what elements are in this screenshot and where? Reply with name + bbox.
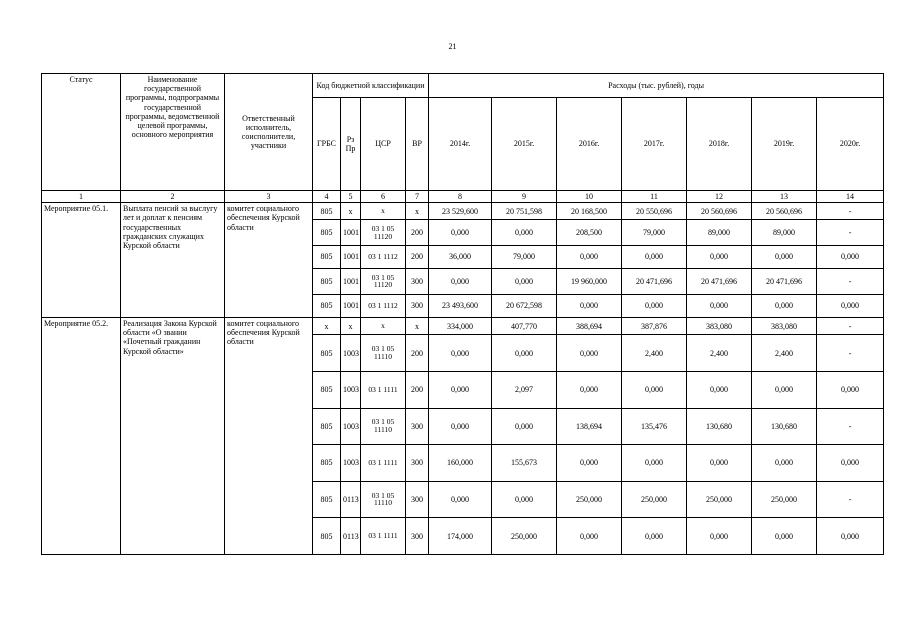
value-cell: - (817, 408, 884, 445)
column-number: 1 (42, 191, 121, 203)
header-budget-code: Код бюджетной классификации (313, 74, 429, 98)
header-vr: ВР (406, 98, 429, 191)
column-number: 6 (361, 191, 406, 203)
value-cell: - (817, 318, 884, 335)
value-cell: 20 550,696 (622, 203, 687, 220)
vr-cell: 300 (406, 408, 429, 445)
value-cell: 0,000 (557, 371, 622, 408)
vr-cell: 200 (406, 371, 429, 408)
value-cell: 0,000 (752, 294, 817, 317)
value-cell: - (817, 220, 884, 245)
value-cell: 0,000 (622, 445, 687, 482)
value-cell: 20 560,696 (752, 203, 817, 220)
value-cell: 334,000 (429, 318, 492, 335)
value-cell: 36,000 (429, 245, 492, 268)
header-rzpr: Рз Пр (341, 98, 361, 191)
csr-cell: 03 1 1112 (361, 294, 406, 317)
value-cell: 0,000 (687, 371, 752, 408)
rzpr-cell: 1001 (341, 220, 361, 245)
value-cell: 0,000 (429, 220, 492, 245)
grbs-cell: 805 (313, 518, 341, 555)
status-cell: Мероприятие 05.1. (42, 203, 121, 318)
value-cell: 383,080 (752, 318, 817, 335)
value-cell: - (817, 481, 884, 518)
value-cell: 250,000 (557, 481, 622, 518)
value-cell: 20 168,500 (557, 203, 622, 220)
value-cell: 138,694 (557, 408, 622, 445)
vr-cell: 300 (406, 518, 429, 555)
rzpr-cell: х (341, 318, 361, 335)
value-cell: 387,876 (622, 318, 687, 335)
rzpr-cell: 0113 (341, 481, 361, 518)
grbs-cell: 805 (313, 245, 341, 268)
budget-table (41, 73, 884, 555)
header-csr: ЦСР (361, 98, 406, 191)
rzpr-cell: 1003 (341, 408, 361, 445)
column-number: 12 (687, 191, 752, 203)
value-cell: 0,000 (687, 445, 752, 482)
rzpr-cell: 1003 (341, 445, 361, 482)
value-cell: 20 471,696 (687, 269, 752, 294)
value-cell: 155,673 (492, 445, 557, 482)
grbs-cell: 805 (313, 408, 341, 445)
value-cell: 20 560,696 (687, 203, 752, 220)
value-cell: 0,000 (817, 518, 884, 555)
column-number: 7 (406, 191, 429, 203)
responsible-cell: комитет социального обеспечения Курской области (225, 318, 313, 555)
rzpr-cell: х (341, 203, 361, 220)
value-cell: 0,000 (817, 445, 884, 482)
column-number-row (42, 191, 884, 203)
table-row (42, 203, 884, 220)
value-cell: 79,000 (622, 220, 687, 245)
value-cell: 0,000 (622, 245, 687, 268)
value-cell: 2,097 (492, 371, 557, 408)
csr-cell: х (361, 318, 406, 335)
header-name: Наименование государственной программы, подпрограммы государственной программы, ведомственной целевой программы, основного мероприятия (121, 74, 225, 191)
value-cell: 0,000 (429, 408, 492, 445)
status-cell: Мероприятие 05.2. (42, 318, 121, 555)
value-cell: 0,000 (492, 220, 557, 245)
column-number: 9 (492, 191, 557, 203)
value-cell: 0,000 (752, 445, 817, 482)
csr-cell: 03 1 05 11110 (361, 408, 406, 445)
csr-cell: 03 1 1111 (361, 518, 406, 555)
value-cell: 0,000 (429, 481, 492, 518)
vr-cell: 300 (406, 294, 429, 317)
header-year: 2018г. (687, 98, 752, 191)
value-cell: 135,476 (622, 408, 687, 445)
rzpr-cell: 1003 (341, 371, 361, 408)
value-cell: 20 672,598 (492, 294, 557, 317)
value-cell: 208,500 (557, 220, 622, 245)
column-number: 5 (341, 191, 361, 203)
value-cell: 174,000 (429, 518, 492, 555)
vr-cell: 200 (406, 220, 429, 245)
header-year: 2014г. (429, 98, 492, 191)
csr-cell: х (361, 203, 406, 220)
header-year: 2017г. (622, 98, 687, 191)
value-cell: - (817, 203, 884, 220)
grbs-cell: 805 (313, 203, 341, 220)
value-cell: 23 529,600 (429, 203, 492, 220)
rzpr-cell: 1003 (341, 335, 361, 372)
header-year: 2019г. (752, 98, 817, 191)
value-cell: 0,000 (557, 335, 622, 372)
column-number: 2 (121, 191, 225, 203)
grbs-cell: 805 (313, 294, 341, 317)
value-cell: 0,000 (492, 481, 557, 518)
grbs-cell: 805 (313, 371, 341, 408)
page-number: 21 (448, 42, 457, 51)
column-number: 13 (752, 191, 817, 203)
vr-cell: 200 (406, 335, 429, 372)
value-cell: 23 493,600 (429, 294, 492, 317)
value-cell: 0,000 (429, 371, 492, 408)
column-number: 14 (817, 191, 884, 203)
value-cell: 19 960,000 (557, 269, 622, 294)
value-cell: 79,000 (492, 245, 557, 268)
table-body (42, 203, 884, 555)
column-number: 8 (429, 191, 492, 203)
rzpr-cell: 1001 (341, 294, 361, 317)
value-cell: - (817, 335, 884, 372)
value-cell: 89,000 (687, 220, 752, 245)
header-responsible: Ответственный исполнитель, соисполнители, участники (225, 74, 313, 191)
value-cell: - (817, 269, 884, 294)
value-cell: 0,000 (687, 518, 752, 555)
value-cell: 0,000 (557, 245, 622, 268)
csr-cell: 03 1 05 11110 (361, 481, 406, 518)
csr-cell: 03 1 05 11120 (361, 220, 406, 245)
vr-cell: 300 (406, 269, 429, 294)
column-number: 4 (313, 191, 341, 203)
header-grbs: ГРБС (313, 98, 341, 191)
value-cell: 0,000 (557, 294, 622, 317)
grbs-cell: 805 (313, 269, 341, 294)
csr-cell: 03 1 05 11110 (361, 335, 406, 372)
column-number: 11 (622, 191, 687, 203)
rzpr-cell: 0113 (341, 518, 361, 555)
grbs-cell: 805 (313, 481, 341, 518)
value-cell: 20 471,696 (752, 269, 817, 294)
value-cell: 0,000 (557, 518, 622, 555)
value-cell: 2,400 (622, 335, 687, 372)
value-cell: 250,000 (752, 481, 817, 518)
value-cell: 0,000 (492, 335, 557, 372)
value-cell: 0,000 (752, 371, 817, 408)
value-cell: 20 471,696 (622, 269, 687, 294)
header-expenses: Расходы (тыс. рублей), годы (429, 74, 884, 98)
rzpr-cell: 1001 (341, 269, 361, 294)
column-number: 3 (225, 191, 313, 203)
value-cell: 0,000 (622, 294, 687, 317)
header-year: 2016г. (557, 98, 622, 191)
header-year: 2020г. (817, 98, 884, 191)
table-row (42, 318, 884, 335)
vr-cell: 200 (406, 245, 429, 268)
value-cell: 250,000 (622, 481, 687, 518)
csr-cell: 03 1 05 11120 (361, 269, 406, 294)
header-status: Статус (42, 74, 121, 191)
program-name-cell: Выплата пенсий за выслугу лет и доплат к пенсиям государственных гражданских служащих Курской области (121, 203, 225, 318)
vr-cell: 300 (406, 445, 429, 482)
value-cell: 2,400 (687, 335, 752, 372)
responsible-cell: комитет социального обеспечения Курской области (225, 203, 313, 318)
vr-cell: 300 (406, 481, 429, 518)
vr-cell: х (406, 203, 429, 220)
value-cell: 0,000 (429, 269, 492, 294)
program-name-cell: Реализация Закона Курской области «О звании «Почетный гражданин Курской области» (121, 318, 225, 555)
grbs-cell: х (313, 318, 341, 335)
value-cell: 0,000 (687, 245, 752, 268)
value-cell: 130,680 (687, 408, 752, 445)
value-cell: 160,000 (429, 445, 492, 482)
value-cell: 383,080 (687, 318, 752, 335)
grbs-cell: 805 (313, 220, 341, 245)
grbs-cell: 805 (313, 445, 341, 482)
column-number: 10 (557, 191, 622, 203)
value-cell: 407,770 (492, 318, 557, 335)
value-cell: 0,000 (492, 269, 557, 294)
value-cell: 250,000 (492, 518, 557, 555)
grbs-cell: 805 (313, 335, 341, 372)
value-cell: 250,000 (687, 481, 752, 518)
value-cell: 89,000 (752, 220, 817, 245)
value-cell: 0,000 (752, 518, 817, 555)
value-cell: 0,000 (687, 294, 752, 317)
header-year: 2015г. (492, 98, 557, 191)
value-cell: 0,000 (817, 371, 884, 408)
value-cell: 0,000 (622, 518, 687, 555)
value-cell: 0,000 (492, 408, 557, 445)
csr-cell: 03 1 1111 (361, 371, 406, 408)
rzpr-cell: 1001 (341, 245, 361, 268)
value-cell: 130,680 (752, 408, 817, 445)
value-cell: 20 751,598 (492, 203, 557, 220)
csr-cell: 03 1 1112 (361, 245, 406, 268)
vr-cell: х (406, 318, 429, 335)
value-cell: 0,000 (817, 294, 884, 317)
value-cell: 388,694 (557, 318, 622, 335)
value-cell: 0,000 (817, 245, 884, 268)
value-cell: 0,000 (752, 245, 817, 268)
value-cell: 0,000 (557, 445, 622, 482)
csr-cell: 03 1 1111 (361, 445, 406, 482)
value-cell: 2,400 (752, 335, 817, 372)
value-cell: 0,000 (622, 371, 687, 408)
value-cell: 0,000 (429, 335, 492, 372)
